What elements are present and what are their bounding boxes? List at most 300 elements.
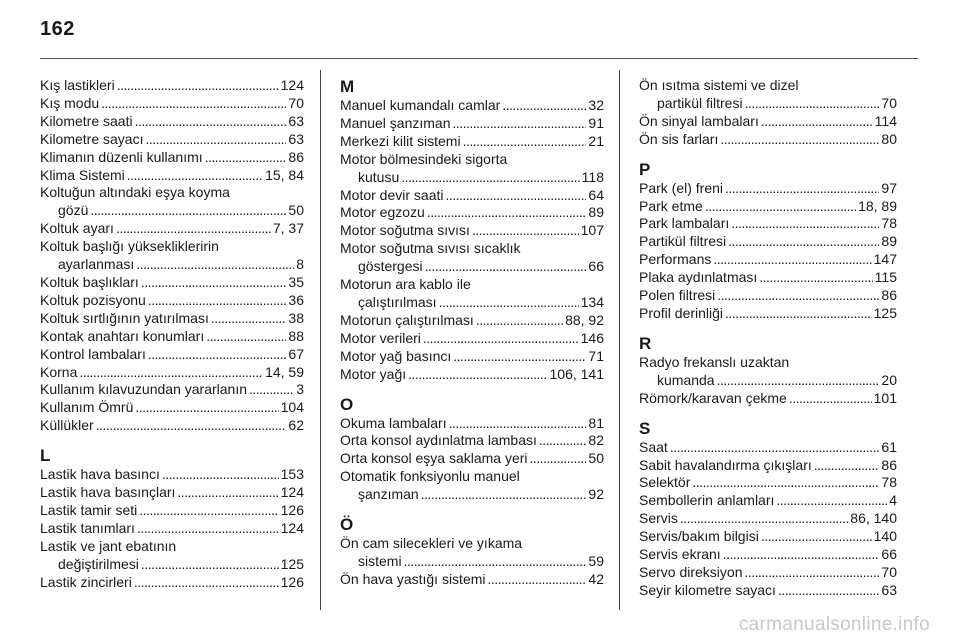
entry-term: Park lambaları bbox=[639, 215, 730, 232]
dot-leader bbox=[476, 312, 563, 330]
page-ref[interactable]: 92 bbox=[588, 486, 604, 503]
index-entry[interactable] bbox=[40, 574, 304, 592]
entry-term: Kilometre sayacı bbox=[40, 130, 144, 147]
index-entry[interactable] bbox=[340, 571, 604, 589]
entry-line bbox=[40, 417, 304, 435]
entry-term: Klima Sistemi bbox=[40, 166, 125, 183]
entry-term: Selektör bbox=[639, 474, 691, 491]
index-entry[interactable] bbox=[639, 492, 897, 510]
entry-term: ayarlanması bbox=[58, 256, 135, 273]
index-entry[interactable] bbox=[40, 484, 304, 502]
page-ref[interactable]: 66 bbox=[881, 546, 897, 563]
index-column-3 bbox=[639, 77, 897, 600]
entry-term: Motorun ara kablo ile bbox=[340, 276, 471, 293]
page-ref[interactable]: 3 bbox=[296, 381, 304, 398]
page-ref[interactable]: 97 bbox=[881, 179, 897, 196]
dot-leader bbox=[472, 222, 579, 240]
index-entry[interactable] bbox=[340, 535, 604, 571]
entry-term: Orta konsol aydınlatma lambası bbox=[340, 432, 537, 449]
index-entry[interactable] bbox=[40, 310, 304, 328]
entry-term: kumanda bbox=[657, 371, 715, 388]
index-entry[interactable] bbox=[639, 457, 897, 475]
page-ref[interactable]: 70 bbox=[288, 94, 304, 111]
entry-term: gözü bbox=[58, 202, 89, 219]
entry-line bbox=[340, 115, 604, 133]
index-column-1 bbox=[40, 77, 304, 591]
dot-leader bbox=[127, 167, 263, 185]
section-letter: S bbox=[639, 418, 651, 438]
page-ref[interactable]: 63 bbox=[288, 130, 304, 147]
dot-leader bbox=[713, 251, 871, 269]
entry-term: Manuel kumandalı camlar bbox=[340, 97, 501, 113]
index-entry[interactable] bbox=[639, 287, 897, 305]
entry-term: Servis/bakım bilgisi bbox=[639, 528, 759, 545]
dot-leader bbox=[670, 439, 880, 457]
entry-line bbox=[40, 381, 304, 399]
index-entry[interactable] bbox=[40, 77, 304, 95]
dot-leader bbox=[725, 180, 879, 198]
entry-term: Polen filtresi bbox=[639, 287, 716, 304]
dot-leader bbox=[79, 364, 263, 382]
entry-line bbox=[40, 77, 304, 95]
entry-term: Kontrol lambaları bbox=[40, 345, 146, 362]
entry-line bbox=[40, 399, 304, 417]
dot-leader bbox=[445, 187, 586, 205]
index-entry[interactable] bbox=[340, 133, 604, 151]
entry-term: Lastik zincirleri bbox=[40, 573, 132, 590]
page-ref[interactable]: 62 bbox=[288, 417, 304, 434]
dot-leader bbox=[101, 95, 286, 113]
entry-term: değiştirilmesi bbox=[58, 555, 139, 572]
dot-leader bbox=[135, 113, 287, 131]
entry-term: partikül filtresi bbox=[657, 94, 743, 111]
page-ref[interactable]: 63 bbox=[288, 112, 304, 129]
page-ref[interactable]: 114 bbox=[874, 112, 897, 129]
index-entry[interactable] bbox=[40, 149, 304, 167]
dot-leader bbox=[145, 131, 286, 149]
page-ref[interactable]: 4 bbox=[889, 492, 897, 509]
index-entry[interactable] bbox=[40, 328, 304, 346]
entry-term: Kış lastikleri bbox=[40, 77, 115, 93]
entry-term: Ön sis farları bbox=[639, 130, 719, 147]
entry-line bbox=[639, 77, 897, 95]
index-entry[interactable] bbox=[340, 330, 604, 348]
index-entry[interactable] bbox=[40, 346, 304, 364]
index-entry[interactable] bbox=[340, 276, 604, 312]
index-entry[interactable] bbox=[340, 204, 604, 222]
page-ref[interactable]: 78 bbox=[881, 215, 897, 232]
dot-leader bbox=[408, 366, 547, 384]
page-ref[interactable]: 8 bbox=[296, 256, 304, 273]
entry-line bbox=[40, 556, 304, 574]
index-entry[interactable] bbox=[639, 546, 897, 564]
index-entry[interactable] bbox=[639, 233, 897, 251]
index-entry[interactable] bbox=[340, 348, 604, 366]
dot-leader bbox=[421, 486, 587, 504]
dot-leader bbox=[427, 204, 587, 222]
entry-line bbox=[340, 276, 604, 294]
page-ref[interactable]: 88 bbox=[288, 327, 304, 344]
index-entry[interactable] bbox=[639, 131, 897, 149]
page-ref[interactable]: 70 bbox=[881, 94, 897, 111]
page-ref[interactable]: 14, 59 bbox=[265, 363, 304, 380]
dot-leader bbox=[488, 571, 587, 589]
page-ref[interactable]: 42 bbox=[588, 570, 604, 587]
index-entry[interactable] bbox=[639, 474, 897, 492]
page-ref[interactable]: 107 bbox=[580, 222, 604, 239]
entry-line bbox=[340, 97, 604, 115]
entry-line bbox=[340, 535, 604, 553]
entry-line bbox=[639, 113, 897, 131]
entry-term: Otomatik fonksiyonlu manuel bbox=[340, 468, 520, 485]
entry-term: Servis ekranı bbox=[639, 546, 721, 563]
entry-term: Ön sinyal lambaları bbox=[639, 112, 759, 129]
entry-term: Motor soğutma sıvısı sıcaklık bbox=[340, 240, 521, 257]
dot-leader bbox=[720, 131, 879, 149]
entry-line bbox=[340, 151, 604, 169]
entry-line bbox=[639, 564, 897, 582]
entry-line bbox=[340, 240, 604, 258]
entry-line bbox=[340, 366, 604, 384]
index-entry[interactable] bbox=[639, 564, 897, 582]
entry-line bbox=[40, 184, 304, 202]
entry-line bbox=[40, 131, 304, 149]
dot-leader bbox=[717, 372, 880, 390]
dot-leader bbox=[761, 528, 872, 546]
entry-term: Okuma lambaları bbox=[340, 414, 447, 431]
entry-term: sistemi bbox=[358, 552, 402, 569]
page-ref[interactable]: 118 bbox=[581, 168, 604, 185]
entry-line bbox=[639, 305, 897, 323]
entry-line bbox=[340, 486, 604, 504]
page-ref[interactable]: 32 bbox=[588, 97, 604, 113]
entry-term: Motor bölmesindeki sigorta bbox=[340, 150, 508, 167]
index-entry[interactable] bbox=[340, 366, 604, 384]
index-entry[interactable] bbox=[340, 432, 604, 450]
entry-term: Sabit havalandırma çıkışları bbox=[639, 456, 812, 473]
entry-line bbox=[40, 238, 304, 256]
page-ref[interactable]: 89 bbox=[881, 233, 897, 250]
page-ref[interactable]: 15, 84 bbox=[265, 166, 304, 183]
index-column-2 bbox=[340, 77, 604, 589]
index-entry[interactable] bbox=[639, 305, 897, 323]
page-ref[interactable]: 86, 140 bbox=[850, 510, 897, 527]
dot-leader bbox=[717, 287, 879, 305]
entry-term: Motor yağı bbox=[340, 365, 407, 382]
page-ref[interactable]: 71 bbox=[588, 347, 604, 364]
page-ref[interactable]: 140 bbox=[873, 528, 897, 545]
entry-term: Koltuk pozisyonu bbox=[40, 291, 146, 308]
index-entry[interactable] bbox=[340, 450, 604, 468]
page-ref[interactable]: 124 bbox=[280, 77, 304, 93]
section-letter: P bbox=[639, 159, 651, 179]
page-ref[interactable]: 36 bbox=[288, 291, 304, 308]
dot-leader bbox=[136, 256, 294, 274]
entry-term: Seyir kilometre sayacı bbox=[639, 581, 776, 598]
entry-line bbox=[40, 502, 304, 520]
entry-line bbox=[340, 348, 604, 366]
index-entry[interactable] bbox=[40, 220, 304, 238]
index-entry[interactable] bbox=[639, 354, 897, 390]
entry-line bbox=[639, 510, 897, 528]
entry-term: Motorun çalıştırılması bbox=[340, 311, 474, 328]
index-entry[interactable] bbox=[40, 131, 304, 149]
page-ref[interactable]: 104 bbox=[280, 399, 304, 416]
entry-term: Motor soğutma sıvısı bbox=[340, 222, 470, 239]
index-entry[interactable] bbox=[340, 415, 604, 433]
page-ref[interactable]: 124 bbox=[280, 484, 304, 501]
entry-term: Römork/karavan çekme bbox=[639, 389, 787, 406]
index-entry[interactable] bbox=[639, 439, 897, 457]
page-ref[interactable]: 67 bbox=[288, 345, 304, 362]
page-ref[interactable]: 88, 92 bbox=[565, 311, 604, 328]
page-ref[interactable]: 61 bbox=[881, 438, 897, 455]
index-entry[interactable] bbox=[40, 399, 304, 417]
index-entry[interactable] bbox=[639, 113, 897, 131]
index-entry[interactable] bbox=[639, 251, 897, 269]
entry-line bbox=[40, 310, 304, 328]
page-ref[interactable]: 38 bbox=[288, 309, 304, 326]
page-ref[interactable]: 125 bbox=[873, 304, 897, 321]
page-ref[interactable]: 115 bbox=[874, 269, 897, 286]
dot-leader bbox=[423, 330, 579, 348]
dot-leader bbox=[745, 95, 880, 113]
entry-line bbox=[40, 484, 304, 502]
dot-leader bbox=[134, 574, 279, 592]
index-entry[interactable] bbox=[40, 381, 304, 399]
entry-term: Küllükler bbox=[40, 417, 94, 434]
entry-line bbox=[639, 95, 897, 113]
dot-leader bbox=[211, 310, 287, 328]
index-entry[interactable] bbox=[40, 466, 304, 484]
dot-leader bbox=[463, 133, 587, 151]
dot-leader bbox=[731, 215, 879, 233]
entry-term: kutusu bbox=[358, 168, 400, 185]
index-entry[interactable] bbox=[639, 77, 897, 113]
dot-leader bbox=[453, 348, 586, 366]
entry-term: Motor verileri bbox=[340, 329, 421, 346]
page-ref[interactable]: 125 bbox=[280, 555, 304, 572]
dot-leader bbox=[425, 258, 587, 276]
entry-term: Lastik ve jant ebatının bbox=[40, 537, 177, 554]
entry-line bbox=[639, 198, 897, 216]
entry-term: göstergesi bbox=[358, 258, 423, 275]
index-entry[interactable] bbox=[40, 364, 304, 382]
index-entry[interactable] bbox=[340, 187, 604, 205]
page-ref[interactable]: 89 bbox=[588, 204, 604, 221]
entry-line bbox=[639, 233, 897, 251]
dot-leader bbox=[814, 457, 880, 475]
dot-leader bbox=[141, 274, 287, 292]
index-entry[interactable] bbox=[40, 520, 304, 538]
page-ref[interactable]: 59 bbox=[588, 552, 604, 569]
entry-term: Koltuk ayarı bbox=[40, 220, 114, 237]
dot-leader bbox=[148, 346, 287, 364]
column-divider bbox=[320, 70, 321, 610]
entry-term: Kullanım kılavuzundan yararlanın bbox=[40, 381, 248, 398]
column-divider bbox=[619, 70, 620, 610]
dot-leader bbox=[725, 305, 872, 323]
entry-term: Park (el) freni bbox=[639, 179, 724, 196]
index-entry[interactable] bbox=[340, 151, 604, 187]
page-ref[interactable]: 126 bbox=[280, 573, 304, 590]
entry-term: Plaka aydınlatması bbox=[639, 269, 758, 286]
index-entry[interactable] bbox=[40, 113, 304, 131]
index-entry[interactable] bbox=[40, 292, 304, 310]
entry-term: Lastik tanımları bbox=[40, 519, 135, 536]
dot-leader bbox=[206, 328, 286, 346]
index-entry[interactable] bbox=[340, 97, 604, 115]
dot-leader bbox=[177, 484, 278, 502]
page-ref[interactable]: 134 bbox=[580, 293, 604, 310]
dot-leader bbox=[776, 492, 887, 510]
entry-term: Kış modu bbox=[40, 94, 100, 111]
index-entry[interactable] bbox=[40, 417, 304, 435]
entry-line bbox=[639, 372, 897, 390]
index-entry[interactable] bbox=[340, 115, 604, 133]
entry-line bbox=[40, 256, 304, 274]
entry-line bbox=[40, 167, 304, 185]
header-rule bbox=[40, 58, 918, 59]
index-entry[interactable] bbox=[340, 240, 604, 276]
index-entry[interactable] bbox=[40, 95, 304, 113]
index-entry[interactable] bbox=[40, 184, 304, 220]
watermark: carmanualsonline.info bbox=[738, 614, 930, 635]
page-number: 162 bbox=[40, 18, 75, 40]
page-ref[interactable]: 66 bbox=[588, 258, 604, 275]
dot-leader bbox=[137, 520, 279, 538]
section-letter: R bbox=[639, 333, 652, 353]
page-ref[interactable]: 86 bbox=[881, 456, 897, 473]
index-entry[interactable] bbox=[40, 167, 304, 185]
entry-line bbox=[639, 131, 897, 149]
entry-term: Performans bbox=[639, 251, 712, 268]
section-letter: Ö bbox=[340, 515, 354, 535]
section-letter: O bbox=[340, 394, 354, 414]
dot-leader bbox=[139, 502, 278, 520]
entry-line bbox=[40, 274, 304, 292]
dot-leader bbox=[789, 390, 872, 408]
index-entry[interactable] bbox=[639, 528, 897, 546]
entry-line bbox=[340, 312, 604, 330]
entry-line bbox=[639, 528, 897, 546]
entry-line bbox=[639, 492, 897, 510]
page-ref[interactable]: 70 bbox=[881, 563, 897, 580]
page-ref[interactable]: 18, 89 bbox=[858, 197, 897, 214]
entry-term: Lastik hava basınçları bbox=[40, 484, 176, 501]
dot-leader bbox=[705, 198, 856, 216]
entry-line bbox=[40, 292, 304, 310]
page-ref[interactable]: 7, 37 bbox=[272, 220, 304, 237]
page-ref[interactable]: 106, 141 bbox=[549, 365, 604, 382]
page-ref[interactable]: 20 bbox=[881, 371, 897, 388]
entry-line bbox=[40, 538, 304, 556]
dot-leader bbox=[449, 415, 587, 433]
index-entry[interactable] bbox=[340, 312, 604, 330]
entry-line bbox=[639, 390, 897, 408]
dot-leader bbox=[728, 233, 879, 251]
page-ref[interactable]: 86 bbox=[288, 148, 304, 165]
entry-line bbox=[639, 439, 897, 457]
entry-term: Ön ısıtma sistemi ve dizel bbox=[639, 77, 799, 93]
dot-leader bbox=[453, 115, 587, 133]
entry-term: Radyo frekanslı uzaktan bbox=[639, 353, 790, 370]
index-entry[interactable] bbox=[40, 274, 304, 292]
entry-term: Profil derinliği bbox=[639, 304, 724, 321]
entry-term: Motor yağ basıncı bbox=[340, 347, 452, 364]
page-ref[interactable]: 50 bbox=[588, 450, 604, 467]
page-ref[interactable]: 64 bbox=[588, 186, 604, 203]
entry-line bbox=[639, 251, 897, 269]
dot-leader bbox=[205, 149, 287, 167]
section-letter: L bbox=[40, 446, 51, 466]
dot-leader bbox=[249, 381, 294, 399]
page-ref[interactable]: 153 bbox=[280, 466, 304, 483]
entry-line bbox=[340, 187, 604, 205]
entry-line bbox=[340, 553, 604, 571]
dot-leader bbox=[162, 466, 279, 484]
entry-line bbox=[340, 133, 604, 151]
entry-term: Kontak anahtarı konumları bbox=[40, 327, 205, 344]
page-ref[interactable]: 86 bbox=[881, 287, 897, 304]
index-entry[interactable] bbox=[639, 269, 897, 287]
page-ref[interactable]: 126 bbox=[280, 501, 304, 518]
entry-term: Orta konsol eşya saklama yeri bbox=[340, 450, 528, 467]
page-ref[interactable]: 101 bbox=[873, 389, 897, 406]
entry-term: Lastik tamir seti bbox=[40, 501, 138, 518]
index-entry[interactable] bbox=[639, 215, 897, 233]
page-ref[interactable]: 50 bbox=[288, 202, 304, 219]
entry-term: Manuel şanzıman bbox=[340, 114, 451, 131]
entry-line bbox=[340, 222, 604, 240]
page-ref[interactable]: 146 bbox=[580, 329, 604, 346]
entry-term: şanzıman bbox=[358, 486, 419, 503]
index-entry[interactable] bbox=[639, 582, 897, 600]
entry-term: Lastik hava basıncı bbox=[40, 466, 160, 483]
page-ref[interactable]: 21 bbox=[588, 132, 604, 149]
entry-term: Kullanım Ömrü bbox=[40, 399, 134, 416]
section-letter: M bbox=[340, 77, 355, 96]
index-entry[interactable] bbox=[40, 238, 304, 274]
index-entry[interactable] bbox=[40, 502, 304, 520]
entry-term: Park etme bbox=[639, 197, 703, 214]
entry-line bbox=[340, 204, 604, 222]
index-entry[interactable] bbox=[639, 198, 897, 216]
index-entry[interactable] bbox=[639, 390, 897, 408]
index-entry[interactable] bbox=[340, 468, 604, 504]
index-entry[interactable] bbox=[40, 538, 304, 574]
page-ref[interactable]: 91 bbox=[588, 114, 604, 131]
index-entry[interactable] bbox=[639, 180, 897, 198]
page-ref[interactable]: 147 bbox=[873, 251, 897, 268]
entry-line bbox=[639, 180, 897, 198]
page-ref[interactable]: 78 bbox=[881, 474, 897, 491]
page-ref[interactable]: 35 bbox=[288, 273, 304, 290]
entry-line bbox=[639, 287, 897, 305]
page-ref[interactable]: 81 bbox=[588, 414, 604, 431]
index-entry[interactable] bbox=[340, 222, 604, 240]
page-ref[interactable]: 63 bbox=[881, 581, 897, 598]
dot-leader bbox=[692, 474, 879, 492]
page-ref[interactable]: 80 bbox=[881, 130, 897, 147]
page-ref[interactable]: 124 bbox=[280, 519, 304, 536]
dot-leader bbox=[141, 556, 279, 574]
entry-line bbox=[40, 220, 304, 238]
entry-term: Ön hava yastığı sistemi bbox=[340, 570, 486, 587]
entry-line bbox=[40, 466, 304, 484]
index-entry[interactable] bbox=[639, 510, 897, 528]
page-ref[interactable]: 82 bbox=[588, 432, 604, 449]
